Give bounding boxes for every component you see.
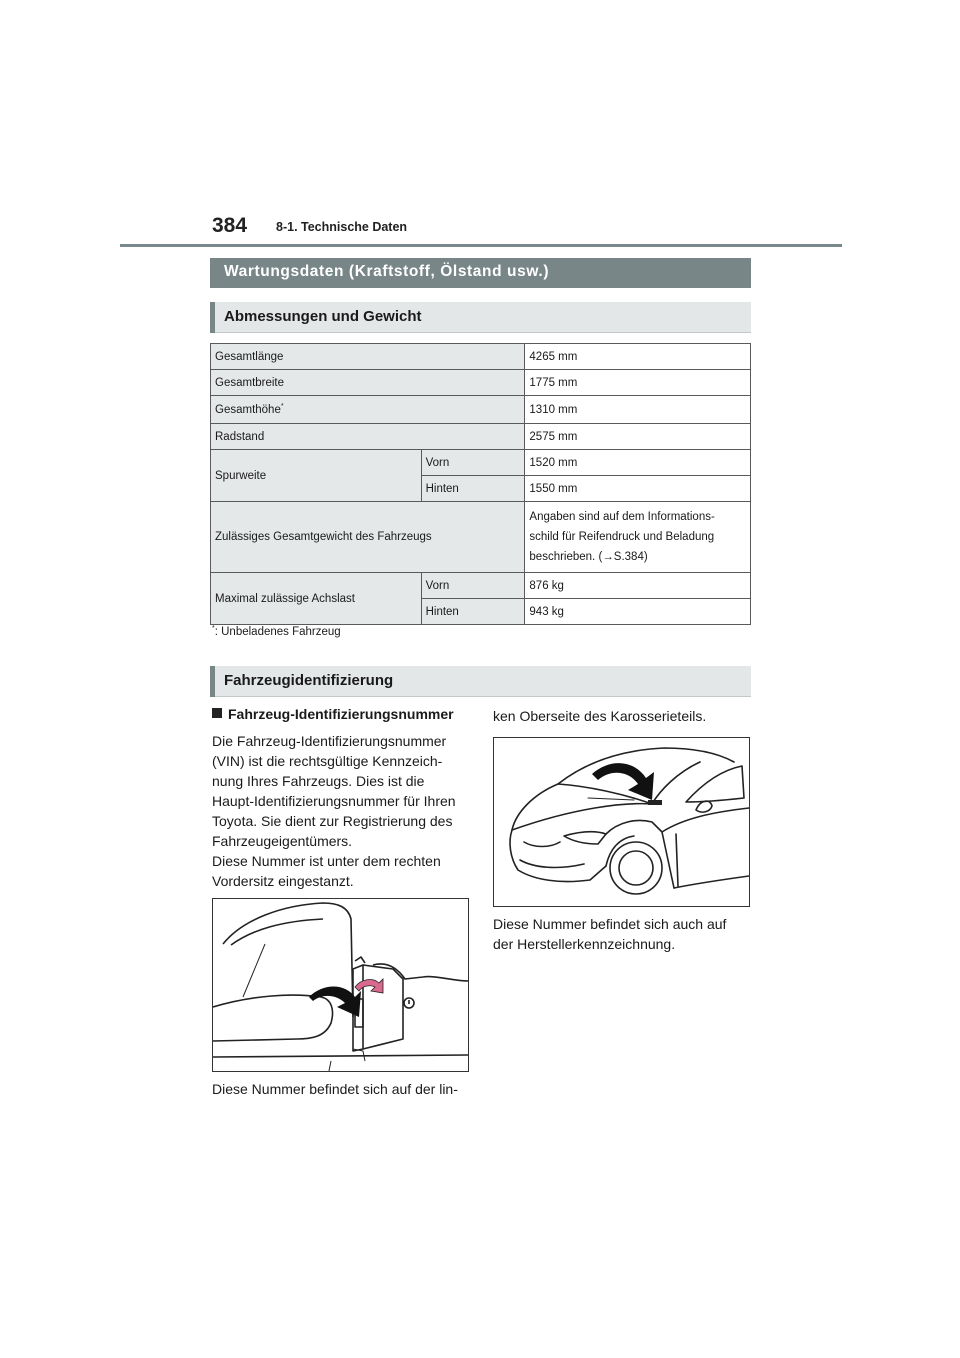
section-banner — [210, 258, 751, 288]
table-footnote — [212, 625, 341, 638]
dimensions-table — [210, 343, 751, 625]
row-label-achslast: Maximal zulässige Achslast — [211, 573, 422, 625]
table-row — [211, 344, 751, 370]
text-line: Diese Nummer befindet sich auch auf — [493, 916, 727, 932]
chapter-title: 8-1. Technische Daten — [276, 220, 408, 234]
col2-continuation: ken Oberseite des Karosserieteils. — [493, 708, 707, 724]
spurweite-rear-label: Hinten — [421, 476, 525, 502]
spurweite-front-value: 1520 mm — [525, 450, 751, 476]
row-value-gesamthoehe: 1310 mm — [525, 396, 751, 424]
achslast-front-value: 876 kg — [525, 573, 751, 599]
seat-illustration — [213, 899, 468, 1071]
pink-arrow-icon — [355, 979, 383, 993]
gesamthoehe-label-text: Gesamthöhe — [215, 403, 281, 416]
vin-plate-icon — [648, 800, 662, 805]
vin-subheading — [212, 706, 454, 722]
footnote-text: : Unbeladenes Fahrzeug — [214, 625, 341, 638]
figure2-caption — [493, 914, 755, 954]
row-value-gesamtgewicht — [525, 502, 751, 573]
row-value-radstand: 2575 mm — [525, 424, 751, 450]
text-line: Vordersitz eingestanzt. — [212, 873, 354, 889]
text-line: Die Fahrzeug-Identifizierungsnummer — [212, 733, 447, 749]
row-label-gesamtbreite: Gesamtbreite — [211, 370, 525, 396]
spurweite-rear-value: 1550 mm — [525, 476, 751, 502]
text-line: der Herstellerkennzeichnung. — [493, 936, 676, 952]
section-title: Wartungsdaten (Kraftstoff, Ölstand usw.) — [224, 263, 550, 280]
achslast-front-label: Vorn — [421, 573, 525, 599]
row-label-gesamthoehe — [211, 396, 525, 424]
dimensions-heading — [210, 302, 751, 333]
square-bullet-icon — [212, 708, 222, 718]
text-line: Toyota. Sie dient zur Registrierung des — [212, 813, 453, 829]
text-line: Diese Nummer ist unter dem rechten — [212, 853, 441, 869]
gesamtgewicht-line: Angaben sind auf dem Informations- — [529, 511, 715, 523]
text-line: nung Ihres Fahrzeugs. Dies ist die — [212, 773, 425, 789]
row-value-gesamtlaenge: 4265 mm — [525, 344, 751, 370]
table-row — [211, 370, 751, 396]
gesamtgewicht-line: beschrieben. (→S.384) — [529, 551, 648, 563]
table-row — [211, 396, 751, 424]
footnote-marker: * — [280, 403, 284, 411]
text-line: Fahrzeugeigentümers. — [212, 833, 353, 849]
text-line: (VIN) ist die rechtsgültige Kennzeich- — [212, 753, 443, 769]
row-label-spurweite: Spurweite — [211, 450, 422, 502]
table-row — [211, 573, 751, 599]
heading-accent-bar — [210, 302, 215, 333]
car-illustration — [494, 738, 749, 906]
spurweite-front-label: Vorn — [421, 450, 525, 476]
table-row — [211, 450, 751, 476]
text-line: Haupt-Identifizierungsnummer für Ihren — [212, 793, 456, 809]
row-value-gesamtbreite: 1775 mm — [525, 370, 751, 396]
vin-subheading-text: Fahrzeug-Identifizierungsnummer — [228, 706, 454, 722]
table-row — [211, 424, 751, 450]
figure1-caption: Diese Nummer befindet sich auf der lin- — [212, 1081, 458, 1097]
achslast-rear-label: Hinten — [421, 599, 525, 625]
achslast-rear-value: 943 kg — [525, 599, 751, 625]
page-number: 384 — [212, 214, 248, 237]
vin-location-text — [212, 851, 474, 891]
vehicle-id-heading — [210, 666, 751, 697]
footnote-star: * — [212, 625, 215, 632]
row-label-radstand: Radstand — [211, 424, 525, 450]
header-divider — [120, 244, 842, 247]
row-label-gesamtlaenge: Gesamtlänge — [211, 344, 525, 370]
vehicle-id-heading-text: Fahrzeugidentifizierung — [224, 672, 394, 689]
car-vin-figure — [493, 737, 750, 907]
vin-description — [212, 731, 474, 851]
heading-accent-bar — [210, 666, 215, 697]
gesamtgewicht-line: schild für Reifendruck und Beladung — [529, 531, 715, 543]
table-row — [211, 502, 751, 573]
dimensions-heading-text: Abmessungen und Gewicht — [224, 308, 422, 325]
seat-vin-figure — [212, 898, 469, 1072]
row-label-gesamtgewicht: Zulässiges Gesamtgewicht des Fahrzeugs — [211, 502, 525, 573]
